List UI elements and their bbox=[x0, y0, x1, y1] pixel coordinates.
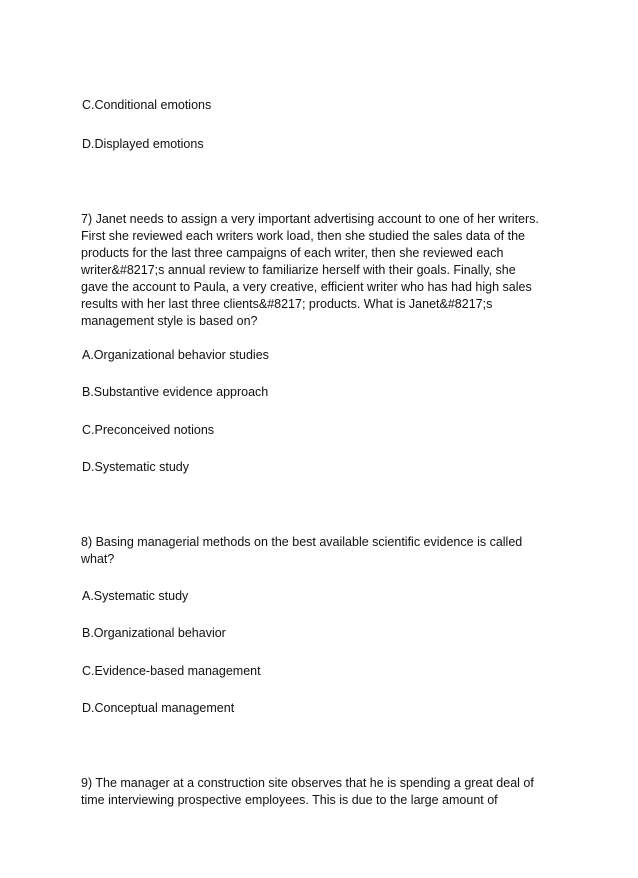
q7-option-c: C.Preconceived notions bbox=[82, 423, 215, 437]
q7-line-3: products for the last three campaigns of each writer, then she reviewed each bbox=[81, 246, 504, 260]
q7-line-6: results with her last three clients&#8217; products. What is Janet&#8217;s bbox=[81, 297, 493, 311]
q7-line-4: writer&#8217;s annual review to familiarize herself with their goals. Finally, she bbox=[81, 263, 516, 277]
q7-line-7: management style is based on? bbox=[81, 314, 258, 328]
q7-line-5: gave the account to Paula, a very creative, efficient writer who has had high sales bbox=[81, 280, 532, 294]
q7-option-a: A.Organizational behavior studies bbox=[82, 348, 269, 362]
q9-line-2: time interviewing prospective employees. This is due to the large amount of bbox=[81, 793, 498, 807]
q9-line-1: 9) The manager at a construction site observes that he is spending a great deal of bbox=[81, 776, 534, 790]
q7-option-d: D.Systematic study bbox=[82, 460, 189, 474]
q6-option-c: C.Conditional emotions bbox=[82, 98, 212, 112]
q8-option-d: D.Conceptual management bbox=[82, 701, 235, 715]
q8-option-a: A.Systematic study bbox=[82, 589, 189, 603]
q7-option-b: B.Substantive evidence approach bbox=[82, 385, 269, 399]
q8-option-c: C.Evidence-based management bbox=[82, 664, 261, 678]
q8-line-2: what? bbox=[81, 552, 115, 566]
q8-line-1: 8) Basing managerial methods on the best available scientific evidence is called bbox=[81, 535, 523, 549]
q7-line-2: First she reviewed each writers work load, then she studied the sales data of the bbox=[81, 229, 525, 243]
q8-option-b: B.Organizational behavior bbox=[82, 626, 226, 640]
q7-line-1: 7) Janet needs to assign a very important advertising account to one of her writers. bbox=[81, 212, 539, 226]
q6-option-d: D.Displayed emotions bbox=[82, 137, 204, 151]
